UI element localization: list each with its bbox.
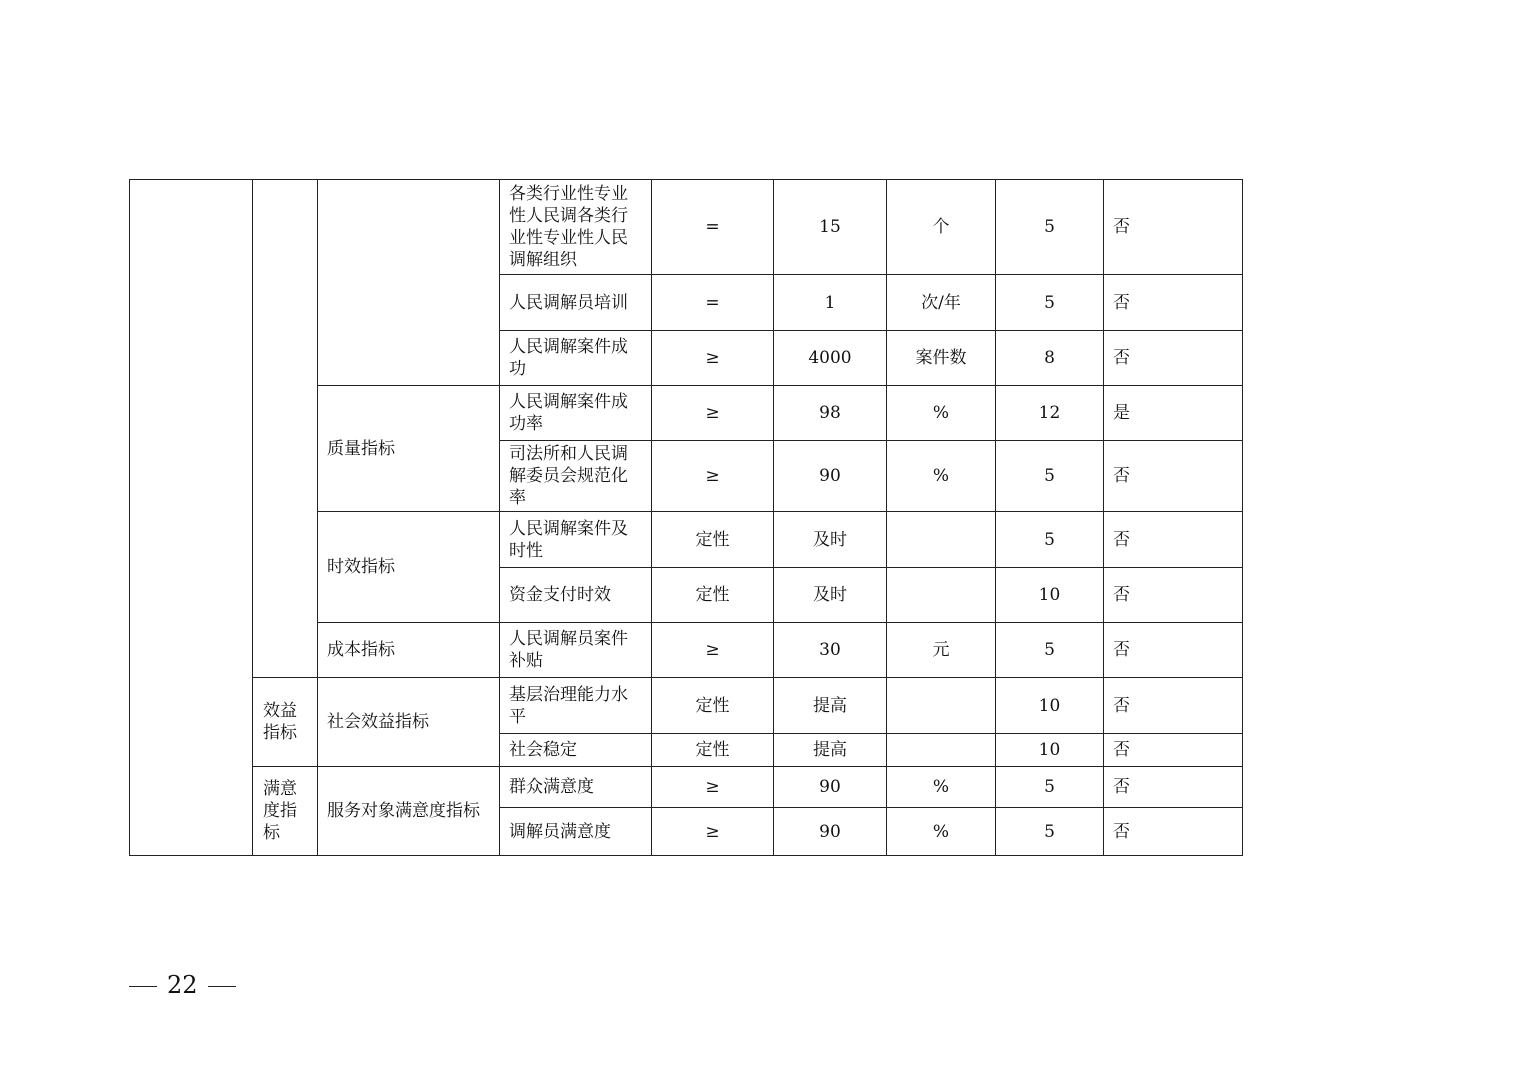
value-cell: 30 [774,623,887,678]
weight-cell: 10 [996,568,1104,623]
value-cell: 1 [774,275,887,331]
unit-cell [887,568,996,623]
operator-cell: = [652,180,774,275]
indicator-cell: 资金支付时效 [500,568,652,623]
category-timeliness: 时效指标 [318,512,500,623]
operator-cell: ≥ [652,331,774,386]
page-footer [129,970,236,1000]
core-indicator-cell: 否 [1104,623,1243,678]
core-indicator-cell: 否 [1104,678,1243,734]
core-indicator-cell: 否 [1104,180,1243,275]
unit-cell [887,678,996,734]
unit-cell: 个 [887,180,996,275]
operator-cell: ≥ [652,623,774,678]
indicator-cell: 人民调解案件成功 [500,331,652,386]
unit-cell [887,734,996,767]
table-row [130,767,1243,808]
core-indicator-cell: 否 [1104,275,1243,331]
table-row [130,180,1243,275]
value-cell: 及时 [774,568,887,623]
unit-cell: 元 [887,623,996,678]
weight-cell: 10 [996,678,1104,734]
footer-dash-left [129,986,157,987]
operator-cell: ≥ [652,386,774,441]
indicator-cell: 人民调解员培训 [500,275,652,331]
weight-cell: 5 [996,623,1104,678]
weight-cell: 5 [996,808,1104,856]
core-indicator-cell: 否 [1104,512,1243,568]
value-cell: 4000 [774,331,887,386]
value-cell: 15 [774,180,887,275]
indicator-cell: 人民调解案件及时性 [500,512,652,568]
indicator-cell: 社会稳定 [500,734,652,767]
indicator-cell: 基层治理能力水平 [500,678,652,734]
indicator-cell: 司法所和人民调解委员会规范化率 [500,441,652,512]
weight-cell: 5 [996,512,1104,568]
unit-cell [887,512,996,568]
unit-cell: 次/年 [887,275,996,331]
unit-cell: % [887,767,996,808]
category-satisfaction: 满意度指标 [253,767,318,856]
unit-cell: % [887,808,996,856]
category-cost: 成本指标 [318,623,500,678]
operator-cell: ≥ [652,767,774,808]
core-indicator-cell: 否 [1104,331,1243,386]
unit-cell: 案件数 [887,331,996,386]
operator-cell: ≥ [652,441,774,512]
value-cell: 98 [774,386,887,441]
core-indicator-cell: 否 [1104,808,1243,856]
operator-cell: 定性 [652,678,774,734]
value-cell: 90 [774,767,887,808]
indicator-cell: 各类行业性专业性人民调各类行业性专业性人民调解组织 [500,180,652,275]
table-row [130,678,1243,734]
performance-indicator-table [129,179,1243,856]
weight-cell: 8 [996,331,1104,386]
operator-cell: 定性 [652,568,774,623]
weight-cell: 5 [996,180,1104,275]
unit-cell: % [887,441,996,512]
indicator-cell: 人民调解案件成功率 [500,386,652,441]
core-indicator-cell: 否 [1104,568,1243,623]
category-benefit: 效益指标 [253,678,318,767]
indicator-cell: 调解员满意度 [500,808,652,856]
weight-cell: 5 [996,767,1104,808]
cell-blank-level0 [130,180,253,856]
core-indicator-cell: 否 [1104,734,1243,767]
core-indicator-cell: 否 [1104,767,1243,808]
category-service-satisfaction: 服务对象满意度指标 [318,767,500,856]
category-social-benefit: 社会效益指标 [318,678,500,767]
indicator-cell: 人民调解员案件补贴 [500,623,652,678]
category-quality: 质量指标 [318,386,500,512]
operator-cell: 定性 [652,734,774,767]
core-indicator-cell: 否 [1104,441,1243,512]
weight-cell: 10 [996,734,1104,767]
unit-cell: % [887,386,996,441]
indicator-cell: 群众满意度 [500,767,652,808]
value-cell: 提高 [774,734,887,767]
operator-cell: ≥ [652,808,774,856]
core-indicator-cell: 是 [1104,386,1243,441]
value-cell: 90 [774,441,887,512]
operator-cell: 定性 [652,512,774,568]
operator-cell: = [652,275,774,331]
value-cell: 提高 [774,678,887,734]
page-number: 22 [167,971,198,999]
footer-dash-right [208,986,236,987]
value-cell: 及时 [774,512,887,568]
value-cell: 90 [774,808,887,856]
weight-cell: 5 [996,441,1104,512]
cell-blank-level1 [253,180,318,678]
weight-cell: 12 [996,386,1104,441]
cell-blank-level2 [318,180,500,386]
weight-cell: 5 [996,275,1104,331]
